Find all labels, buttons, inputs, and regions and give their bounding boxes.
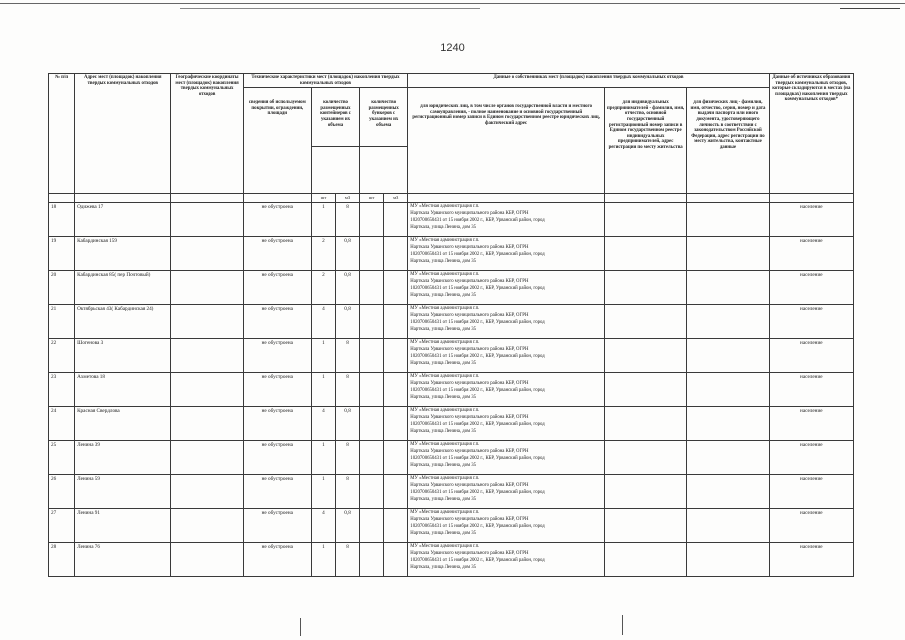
- cell-owner-ip: [605, 475, 687, 509]
- scan-edge-right: [840, 8, 900, 9]
- cell-source: население: [769, 339, 853, 373]
- header-num: № п/п: [49, 74, 75, 194]
- owner-line: 1020700650431 от 15 ноября 2002 г., КБР, Урванский район, город: [410, 489, 545, 495]
- owner-line: 1020700650431 от 15 ноября 2002 г., КБР, Урванский район, город: [410, 285, 545, 291]
- header-owner-legal: для юридических лиц, в том числе органов государственной власти и местного самоуправления, - полное наименование и основной государственный регистрационный номер записи в Едином государственном реестре юридических лиц, фактический адрес: [408, 88, 605, 194]
- cell-bunker-count: [360, 509, 384, 543]
- owner-line: Нарткала, улица Ленина, дом 35: [410, 326, 477, 332]
- owner-line: Нарткала Урванского муниципального района КБР, ОГРН: [410, 312, 529, 318]
- cell-owner-person: [687, 407, 769, 441]
- cell-container-count: 1: [311, 441, 335, 475]
- cell-source: население: [769, 407, 853, 441]
- cell-container-volume: 8: [336, 339, 360, 373]
- cell-bunker-volume: [384, 373, 408, 407]
- cell-num: 22: [49, 339, 75, 373]
- header-containers-space: [311, 147, 359, 194]
- cell-cover: не обустроена: [243, 475, 311, 509]
- header-address: Адрес мест (площадок) накопления твердых коммунальных отходов: [75, 74, 171, 194]
- table-body: [49, 203, 854, 577]
- scan-edge-top-2: [180, 8, 480, 9]
- owner-line: МУ «Местная администрация г.п.: [410, 510, 480, 516]
- cell-bunker-count: [360, 237, 384, 271]
- cell-container-count: 1: [311, 339, 335, 373]
- cell-bunker-volume: [384, 407, 408, 441]
- cell-owner-legal: [408, 271, 605, 305]
- cell-address: Красная Свердлова: [75, 407, 171, 441]
- cell-cover: не обустроена: [243, 237, 311, 271]
- cell-address: Кабардинская 159: [75, 237, 171, 271]
- owner-line: Нарткала, улица Ленина, дом 35: [410, 394, 477, 400]
- cell-owner-person: [687, 271, 769, 305]
- cell-container-volume: 8: [336, 373, 360, 407]
- cell-owner-person: [687, 237, 769, 271]
- cell-bunker-count: [360, 407, 384, 441]
- cell-geo: [171, 271, 243, 305]
- cell-owner-person: [687, 509, 769, 543]
- owner-line: МУ «Местная администрация г.п.: [410, 374, 480, 380]
- cell-container-volume: 8: [336, 543, 360, 577]
- cell-num: 25: [49, 441, 75, 475]
- table-row: [49, 509, 854, 543]
- cell-owner-legal: [408, 543, 605, 577]
- cell-source: население: [769, 373, 853, 407]
- cell-cover: не обустроена: [243, 339, 311, 373]
- units-empty: [243, 194, 311, 203]
- cell-bunker-volume: [384, 475, 408, 509]
- header-owner-ip: для индивидуальных предпринимателей - фамилия, имя, отчество, основной государственный регистрационный номер записи в Едином государственном реестре индивидуальных предпринимателей, адрес регистрации по месту жительства: [605, 88, 687, 194]
- cell-num: 26: [49, 475, 75, 509]
- unit-containers-volume: м3: [336, 194, 360, 203]
- cell-num: 23: [49, 373, 75, 407]
- cell-bunker-volume: [384, 203, 408, 237]
- cell-owner-legal: [408, 237, 605, 271]
- owner-line: Нарткала Урванского муниципального района КБР, ОГРН: [410, 244, 529, 250]
- cell-bunker-volume: [384, 339, 408, 373]
- owner-line: Нарткала Урванского муниципального района КБР, ОГРН: [410, 550, 529, 556]
- owner-line: Нарткала Урванского муниципального района КБР, ОГРН: [410, 516, 529, 522]
- cell-address: Ахметова 18: [75, 373, 171, 407]
- cell-owner-person: [687, 373, 769, 407]
- cell-container-count: 4: [311, 509, 335, 543]
- cell-bunker-volume: [384, 441, 408, 475]
- owner-line: Нарткала Урванского муниципального района КБР, ОГРН: [410, 278, 529, 284]
- cell-container-count: 4: [311, 407, 335, 441]
- cell-geo: [171, 475, 243, 509]
- cell-container-volume: 0,8: [336, 509, 360, 543]
- cell-owner-person: [687, 441, 769, 475]
- cell-geo: [171, 407, 243, 441]
- cell-address: Октябрьская 43( Кабардинская 24): [75, 305, 171, 339]
- cell-bunker-volume: [384, 237, 408, 271]
- cell-owner-ip: [605, 271, 687, 305]
- cell-owner-legal: [408, 373, 605, 407]
- scan-mark-bottom-2: [622, 615, 623, 635]
- header-owner: Данные о собственниках мест (площадок) накопления твердых коммунальных отходов: [408, 74, 769, 88]
- owner-line: МУ «Местная администрация г.п.: [410, 340, 480, 346]
- units-empty: [769, 194, 853, 203]
- owner-line: Нарткала, улица Ленина, дом 35: [410, 564, 477, 570]
- owner-line: 1020700650431 от 15 ноября 2002 г., КБР, Урванский район, город: [410, 557, 545, 563]
- owner-line: 1020700650431 от 15 ноября 2002 г., КБР, Урванский район, город: [410, 421, 545, 427]
- header-bunkers-space: [360, 147, 408, 194]
- cell-container-count: 1: [311, 543, 335, 577]
- cell-source: население: [769, 441, 853, 475]
- cell-source: население: [769, 203, 853, 237]
- cell-geo: [171, 543, 243, 577]
- cell-container-count: 1: [311, 373, 335, 407]
- table-row: [49, 305, 854, 339]
- owner-line: Нарткала, улица Ленина, дом 35: [410, 530, 477, 536]
- cell-address: Ленина 39: [75, 441, 171, 475]
- cell-container-volume: 8: [336, 203, 360, 237]
- cell-owner-ip: [605, 237, 687, 271]
- owner-line: 1020700650431 от 15 ноября 2002 г., КБР, Урванский район, город: [410, 353, 545, 359]
- owner-line: Нарткала Урванского муниципального района КБР, ОГРН: [410, 482, 529, 488]
- cell-num: 24: [49, 407, 75, 441]
- cell-num: 21: [49, 305, 75, 339]
- cell-owner-ip: [605, 407, 687, 441]
- header-tech: Технические характеристики мест (площадок) накопления твердых коммунальных отходов: [243, 74, 408, 88]
- owner-line: Нарткала Урванского муниципального района КБР, ОГРН: [410, 346, 529, 352]
- cell-source: население: [769, 475, 853, 509]
- cell-bunker-volume: [384, 271, 408, 305]
- unit-containers-count: шт: [311, 194, 335, 203]
- units-empty: [605, 194, 687, 203]
- header-tech-cover: сведения об используемом покрытии, ограждении, площади: [243, 88, 311, 194]
- cell-owner-legal: [408, 305, 605, 339]
- header-tech-bunkers: количество размещенных бункеров с указанием их объема: [360, 88, 408, 147]
- cell-address: Ленина 76: [75, 543, 171, 577]
- cell-source: население: [769, 237, 853, 271]
- table-row: [49, 441, 854, 475]
- cell-bunker-count: [360, 339, 384, 373]
- cell-num: 28: [49, 543, 75, 577]
- owner-line: 1020700650431 от 15 ноября 2002 г., КБР, Урванский район, город: [410, 319, 545, 325]
- cell-num: 19: [49, 237, 75, 271]
- cell-bunker-count: [360, 271, 384, 305]
- cell-owner-ip: [605, 543, 687, 577]
- scan-edge-top: [0, 3, 905, 4]
- owner-line: Нарткала Урванского муниципального района КБР, ОГРН: [410, 210, 529, 216]
- cell-owner-ip: [605, 339, 687, 373]
- cell-owner-person: [687, 339, 769, 373]
- cell-owner-person: [687, 203, 769, 237]
- cell-cover: не обустроена: [243, 407, 311, 441]
- cell-owner-ip: [605, 509, 687, 543]
- owner-line: МУ «Местная администрация г.п.: [410, 442, 480, 448]
- table-row: [49, 373, 854, 407]
- cell-owner-person: [687, 543, 769, 577]
- owner-line: 1020700650431 от 15 ноября 2002 г., КБР, Урванский район, город: [410, 455, 545, 461]
- cell-cover: не обустроена: [243, 509, 311, 543]
- cell-source: население: [769, 509, 853, 543]
- cell-owner-legal: [408, 509, 605, 543]
- cell-bunker-count: [360, 373, 384, 407]
- header-owner-person: для физических лиц - фамилия, имя, отчество, серия, номер и дата выдачи паспорта или иного документа, удостоверяющего личность в соответствии с законодательством Российской Федерации, адрес регистрации по месту жительства, контактные данные: [687, 88, 769, 194]
- cell-geo: [171, 373, 243, 407]
- cell-cover: не обустроена: [243, 203, 311, 237]
- unit-bunkers-count: шт: [360, 194, 384, 203]
- cell-geo: [171, 203, 243, 237]
- cell-container-volume: 8: [336, 475, 360, 509]
- table-row: [49, 237, 854, 271]
- cell-container-count: 4: [311, 305, 335, 339]
- cell-container-volume: 0,8: [336, 407, 360, 441]
- owner-line: МУ «Местная администрация г.п.: [410, 204, 480, 210]
- owner-line: 1020700650431 от 15 ноября 2002 г., КБР, Урванский район, город: [410, 251, 545, 257]
- cell-bunker-count: [360, 203, 384, 237]
- units-empty: [408, 194, 605, 203]
- owner-line: МУ «Местная администрация г.п.: [410, 272, 480, 278]
- cell-container-count: 2: [311, 271, 335, 305]
- cell-container-count: 2: [311, 237, 335, 271]
- owner-line: МУ «Местная администрация г.п.: [410, 238, 480, 244]
- header-sources: Данные об источниках образования твердых коммунальных отходов, которые складируются в местах (на площадках) накопления твердых коммунальных отходов*: [769, 74, 853, 194]
- cell-geo: [171, 339, 243, 373]
- owner-line: Нарткала, улица Ленина, дом 35: [410, 496, 477, 502]
- cell-bunker-count: [360, 543, 384, 577]
- cell-cover: не обустроена: [243, 543, 311, 577]
- page-number: 1240: [440, 42, 465, 54]
- owner-line: Нарткала, улица Ленина, дом 35: [410, 462, 477, 468]
- header-geo: Географические координаты мест (площадок) накопления твердых коммунальных отходов: [171, 74, 243, 194]
- owner-line: МУ «Местная администрация г.п.: [410, 544, 480, 550]
- units-empty: [49, 194, 75, 203]
- owner-line: Нарткала, улица Ленина, дом 35: [410, 428, 477, 434]
- cell-bunker-count: [360, 475, 384, 509]
- cell-cover: не обустроена: [243, 373, 311, 407]
- owner-line: Нарткала, улица Ленина, дом 35: [410, 360, 477, 366]
- owner-line: 1020700650431 от 15 ноября 2002 г., КБР, Урванский район, город: [410, 523, 545, 529]
- cell-owner-ip: [605, 305, 687, 339]
- cell-source: население: [769, 543, 853, 577]
- owner-line: МУ «Местная администрация г.п.: [410, 476, 480, 482]
- cell-owner-ip: [605, 203, 687, 237]
- units-empty: [171, 194, 243, 203]
- cell-container-count: 1: [311, 203, 335, 237]
- cell-owner-person: [687, 305, 769, 339]
- cell-address: Одижева 17: [75, 203, 171, 237]
- owner-line: Нарткала Урванского муниципального района КБР, ОГРН: [410, 448, 529, 454]
- owner-line: МУ «Местная администрация г.п.: [410, 306, 480, 312]
- table-row: [49, 339, 854, 373]
- cell-address: Ленина 91: [75, 509, 171, 543]
- table-row: [49, 271, 854, 305]
- cell-owner-legal: [408, 407, 605, 441]
- table-row: [49, 475, 854, 509]
- cell-bunker-volume: [384, 543, 408, 577]
- owner-line: Нарткала Урванского муниципального района КБР, ОГРН: [410, 414, 529, 420]
- table-row: [49, 407, 854, 441]
- cell-owner-legal: [408, 475, 605, 509]
- cell-cover: не обустроена: [243, 305, 311, 339]
- table-row: [49, 543, 854, 577]
- owner-line: МУ «Местная администрация г.п.: [410, 408, 480, 414]
- scan-mark-bottom: [300, 618, 301, 636]
- owner-line: 1020700650431 от 15 ноября 2002 г., КБР, Урванский район, город: [410, 387, 545, 393]
- cell-num: 18: [49, 203, 75, 237]
- cell-address: Кабардинская 85( пер Почтовый): [75, 271, 171, 305]
- cell-address: Шогенова 3: [75, 339, 171, 373]
- cell-geo: [171, 441, 243, 475]
- cell-container-count: 1: [311, 475, 335, 509]
- owner-line: Нарткала, улица Ленина, дом 35: [410, 258, 477, 264]
- cell-bunker-count: [360, 305, 384, 339]
- header-row-1: [49, 74, 854, 88]
- owner-line: Нарткала Урванского муниципального района КБР, ОГРН: [410, 380, 529, 386]
- header-tech-containers: количество размещенных контейнеров с указанием их объема: [311, 88, 359, 147]
- cell-owner-legal: [408, 339, 605, 373]
- cell-container-volume: 0,8: [336, 305, 360, 339]
- cell-container-volume: 0,8: [336, 271, 360, 305]
- cell-source: население: [769, 271, 853, 305]
- cell-container-volume: 0,8: [336, 237, 360, 271]
- table-row: [49, 203, 854, 237]
- owner-line: Нарткала, улица Ленина, дом 35: [410, 292, 477, 298]
- cell-owner-legal: [408, 441, 605, 475]
- cell-cover: не обустроена: [243, 271, 311, 305]
- cell-cover: не обустроена: [243, 441, 311, 475]
- cell-owner-ip: [605, 441, 687, 475]
- cell-geo: [171, 305, 243, 339]
- cell-owner-ip: [605, 373, 687, 407]
- owner-line: Нарткала, улица Ленина, дом 35: [410, 224, 477, 230]
- cell-container-volume: 8: [336, 441, 360, 475]
- cell-bunker-count: [360, 441, 384, 475]
- cell-bunker-volume: [384, 305, 408, 339]
- cell-owner-person: [687, 475, 769, 509]
- units-empty: [75, 194, 171, 203]
- units-row: [49, 194, 854, 203]
- register-table: [48, 73, 854, 577]
- cell-num: 27: [49, 509, 75, 543]
- cell-source: население: [769, 305, 853, 339]
- units-empty: [687, 194, 769, 203]
- cell-address: Ленина 59: [75, 475, 171, 509]
- cell-owner-legal: [408, 203, 605, 237]
- cell-bunker-volume: [384, 509, 408, 543]
- owner-line: 1020700650431 от 15 ноября 2002 г., КБР, Урванский район, город: [410, 217, 545, 223]
- unit-bunkers-volume: м3: [384, 194, 408, 203]
- cell-geo: [171, 509, 243, 543]
- cell-geo: [171, 237, 243, 271]
- cell-num: 20: [49, 271, 75, 305]
